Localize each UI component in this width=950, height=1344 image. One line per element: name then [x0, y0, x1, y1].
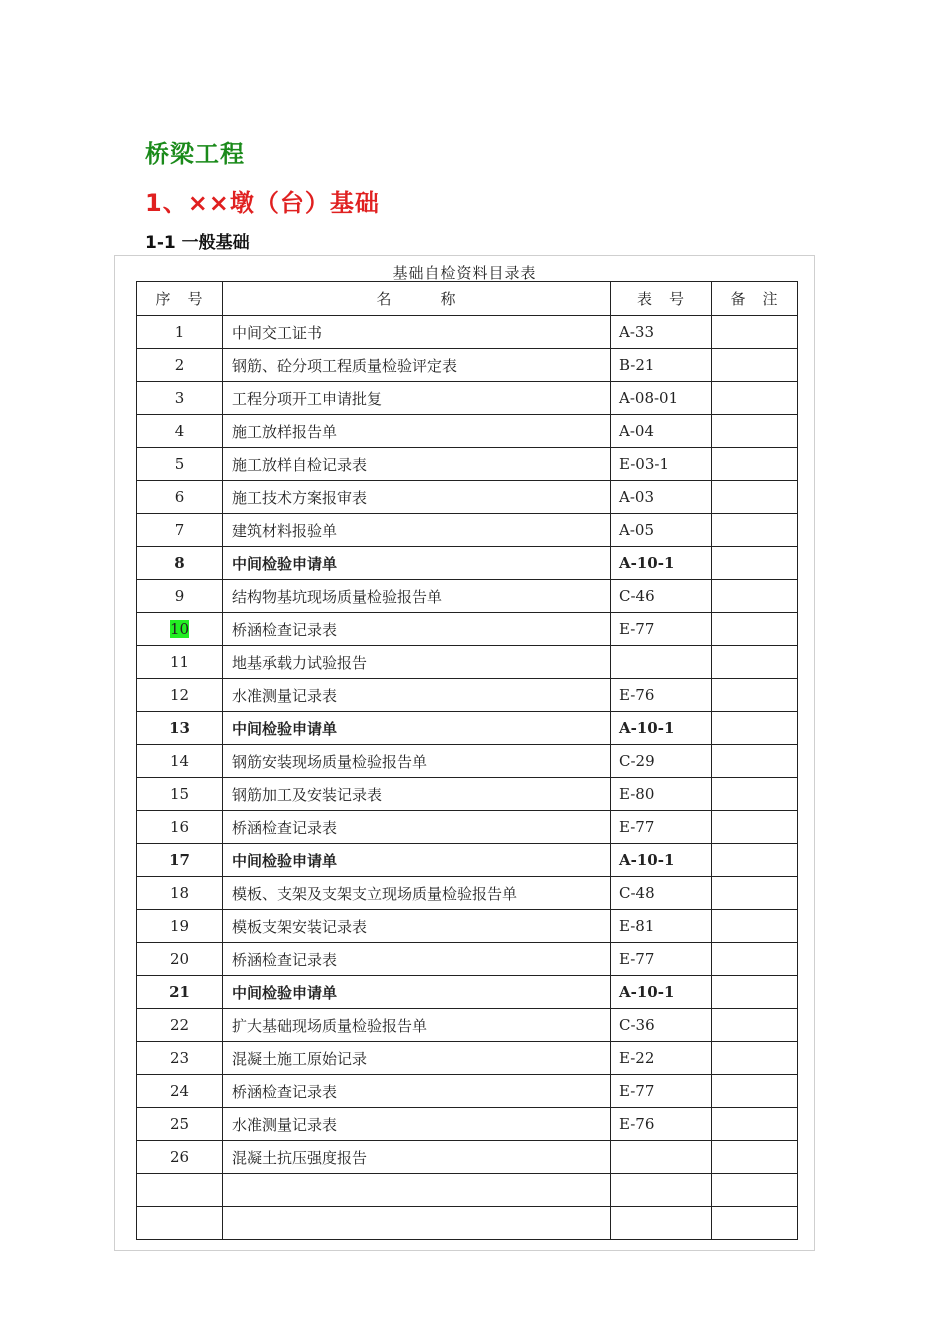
catalog-table: [136, 281, 798, 1240]
row-name: [223, 1174, 611, 1207]
highlighted-row-number: 10: [169, 620, 190, 638]
row-number: 15: [137, 778, 223, 811]
row-number: 24: [137, 1075, 223, 1108]
table-row: [137, 1207, 798, 1240]
header-code: 表 号: [611, 282, 712, 316]
table-row: [137, 943, 798, 976]
table-row: [137, 811, 798, 844]
row-code: [611, 1141, 712, 1174]
table-row: [137, 481, 798, 514]
row-note: [712, 877, 798, 910]
row-number: 17: [137, 844, 223, 877]
row-number: 3: [137, 382, 223, 415]
row-code: A-33: [611, 316, 712, 349]
table-row: [137, 646, 798, 679]
row-note: [712, 580, 798, 613]
row-name: 地基承载力试验报告: [223, 646, 611, 679]
row-number: 9: [137, 580, 223, 613]
table-caption: 基础自检资料目录表: [392, 264, 537, 282]
row-name: 建筑材料报验单: [223, 514, 611, 547]
row-code: E-77: [611, 613, 712, 646]
row-code: A-10-1: [611, 547, 712, 580]
row-name: 钢筋、砼分项工程质量检验评定表: [223, 349, 611, 382]
row-note: [712, 1141, 798, 1174]
row-note: [712, 811, 798, 844]
subsubsection-heading: 1-1 一般基础: [145, 233, 250, 253]
row-name: 中间检验申请单: [223, 712, 611, 745]
row-code: E-03-1: [611, 448, 712, 481]
row-note: [712, 844, 798, 877]
row-code: [611, 1174, 712, 1207]
row-name: 结构物基坑现场质量检验报告单: [223, 580, 611, 613]
row-name: 桥涵检查记录表: [223, 613, 611, 646]
row-name: 施工放样自检记录表: [223, 448, 611, 481]
row-code: A-05: [611, 514, 712, 547]
table-row: [137, 1009, 798, 1042]
row-number: 13: [137, 712, 223, 745]
row-name: [223, 1207, 611, 1240]
row-code: E-81: [611, 910, 712, 943]
row-name: 混凝土施工原始记录: [223, 1042, 611, 1075]
row-name: 中间检验申请单: [223, 976, 611, 1009]
row-note: [712, 943, 798, 976]
row-note: [712, 1207, 798, 1240]
row-code: A-03: [611, 481, 712, 514]
row-note: [712, 910, 798, 943]
row-name: 桥涵检查记录表: [223, 811, 611, 844]
table-row: [137, 514, 798, 547]
row-note: [712, 778, 798, 811]
row-note: [712, 745, 798, 778]
row-name: 模板、支架及支架支立现场质量检验报告单: [223, 877, 611, 910]
row-number: [137, 613, 223, 646]
row-code: [611, 646, 712, 679]
table-row: [137, 679, 798, 712]
table-row: [137, 877, 798, 910]
table-row: [137, 976, 798, 1009]
header-name: 名 称: [223, 282, 611, 316]
row-number: 6: [137, 481, 223, 514]
row-name: 水准测量记录表: [223, 1108, 611, 1141]
row-name: 混凝土抗压强度报告: [223, 1141, 611, 1174]
row-number: 21: [137, 976, 223, 1009]
row-number: 11: [137, 646, 223, 679]
row-code: A-10-1: [611, 844, 712, 877]
row-note: [712, 1108, 798, 1141]
subsection-heading: 1、××墩（台）基础: [145, 189, 380, 217]
row-name: 钢筋加工及安装记录表: [223, 778, 611, 811]
header-no: 序 号: [137, 282, 223, 316]
table-row: [137, 547, 798, 580]
table-row: [137, 1141, 798, 1174]
row-code: E-80: [611, 778, 712, 811]
row-note: [712, 481, 798, 514]
table-row: [137, 349, 798, 382]
table-row: [137, 448, 798, 481]
row-name: 扩大基础现场质量检验报告单: [223, 1009, 611, 1042]
row-note: [712, 712, 798, 745]
table-row: [137, 382, 798, 415]
row-number: 18: [137, 877, 223, 910]
row-name: 中间检验申请单: [223, 547, 611, 580]
section-heading: 桥梁工程: [145, 140, 245, 168]
row-number: 4: [137, 415, 223, 448]
row-name: 钢筋安装现场质量检验报告单: [223, 745, 611, 778]
table-row: [137, 1042, 798, 1075]
row-number: 22: [137, 1009, 223, 1042]
row-number: 25: [137, 1108, 223, 1141]
row-number: 2: [137, 349, 223, 382]
row-code: E-76: [611, 1108, 712, 1141]
row-number: 7: [137, 514, 223, 547]
row-code: E-77: [611, 943, 712, 976]
table-body: [137, 316, 798, 1240]
row-note: [712, 448, 798, 481]
row-number: 14: [137, 745, 223, 778]
row-code: C-46: [611, 580, 712, 613]
row-note: [712, 316, 798, 349]
table-row: [137, 712, 798, 745]
row-name: 中间检验申请单: [223, 844, 611, 877]
row-name: 水准测量记录表: [223, 679, 611, 712]
row-name: 中间交工证书: [223, 316, 611, 349]
table-row: [137, 316, 798, 349]
row-name: 桥涵检查记录表: [223, 1075, 611, 1108]
row-number: 19: [137, 910, 223, 943]
row-note: [712, 382, 798, 415]
table-row: [137, 844, 798, 877]
row-note: [712, 349, 798, 382]
row-note: [712, 679, 798, 712]
row-name: 桥涵检查记录表: [223, 943, 611, 976]
row-note: [712, 646, 798, 679]
table-row: [137, 1174, 798, 1207]
row-number: 12: [137, 679, 223, 712]
table-header-row: [137, 282, 798, 316]
row-code: C-29: [611, 745, 712, 778]
row-code: E-76: [611, 679, 712, 712]
table-row: [137, 415, 798, 448]
row-number: 5: [137, 448, 223, 481]
row-number: 26: [137, 1141, 223, 1174]
table-row: [137, 613, 798, 646]
row-note: [712, 415, 798, 448]
row-number: 20: [137, 943, 223, 976]
row-note: [712, 514, 798, 547]
row-number: 23: [137, 1042, 223, 1075]
row-note: [712, 1174, 798, 1207]
row-note: [712, 547, 798, 580]
table-row: [137, 910, 798, 943]
row-code: A-10-1: [611, 712, 712, 745]
table-row: [137, 778, 798, 811]
row-note: [712, 613, 798, 646]
row-code: [611, 1207, 712, 1240]
row-code: B-21: [611, 349, 712, 382]
row-note: [712, 1009, 798, 1042]
row-name: 施工技术方案报审表: [223, 481, 611, 514]
row-name: 工程分项开工申请批复: [223, 382, 611, 415]
row-code: C-36: [611, 1009, 712, 1042]
row-number: [137, 1174, 223, 1207]
row-number: 1: [137, 316, 223, 349]
header-note: 备 注: [712, 282, 798, 316]
row-number: 8: [137, 547, 223, 580]
table-row: [137, 745, 798, 778]
row-note: [712, 1042, 798, 1075]
row-code: A-04: [611, 415, 712, 448]
row-name: 模板支架安装记录表: [223, 910, 611, 943]
table-row: [137, 1108, 798, 1141]
table-row: [137, 580, 798, 613]
row-code: A-10-1: [611, 976, 712, 1009]
row-code: E-22: [611, 1042, 712, 1075]
row-code: C-48: [611, 877, 712, 910]
row-code: A-08-01: [611, 382, 712, 415]
row-code: E-77: [611, 1075, 712, 1108]
row-number: 16: [137, 811, 223, 844]
row-code: E-77: [611, 811, 712, 844]
table-row: [137, 1075, 798, 1108]
row-name: 施工放样报告单: [223, 415, 611, 448]
row-number: [137, 1207, 223, 1240]
row-note: [712, 1075, 798, 1108]
row-note: [712, 976, 798, 1009]
